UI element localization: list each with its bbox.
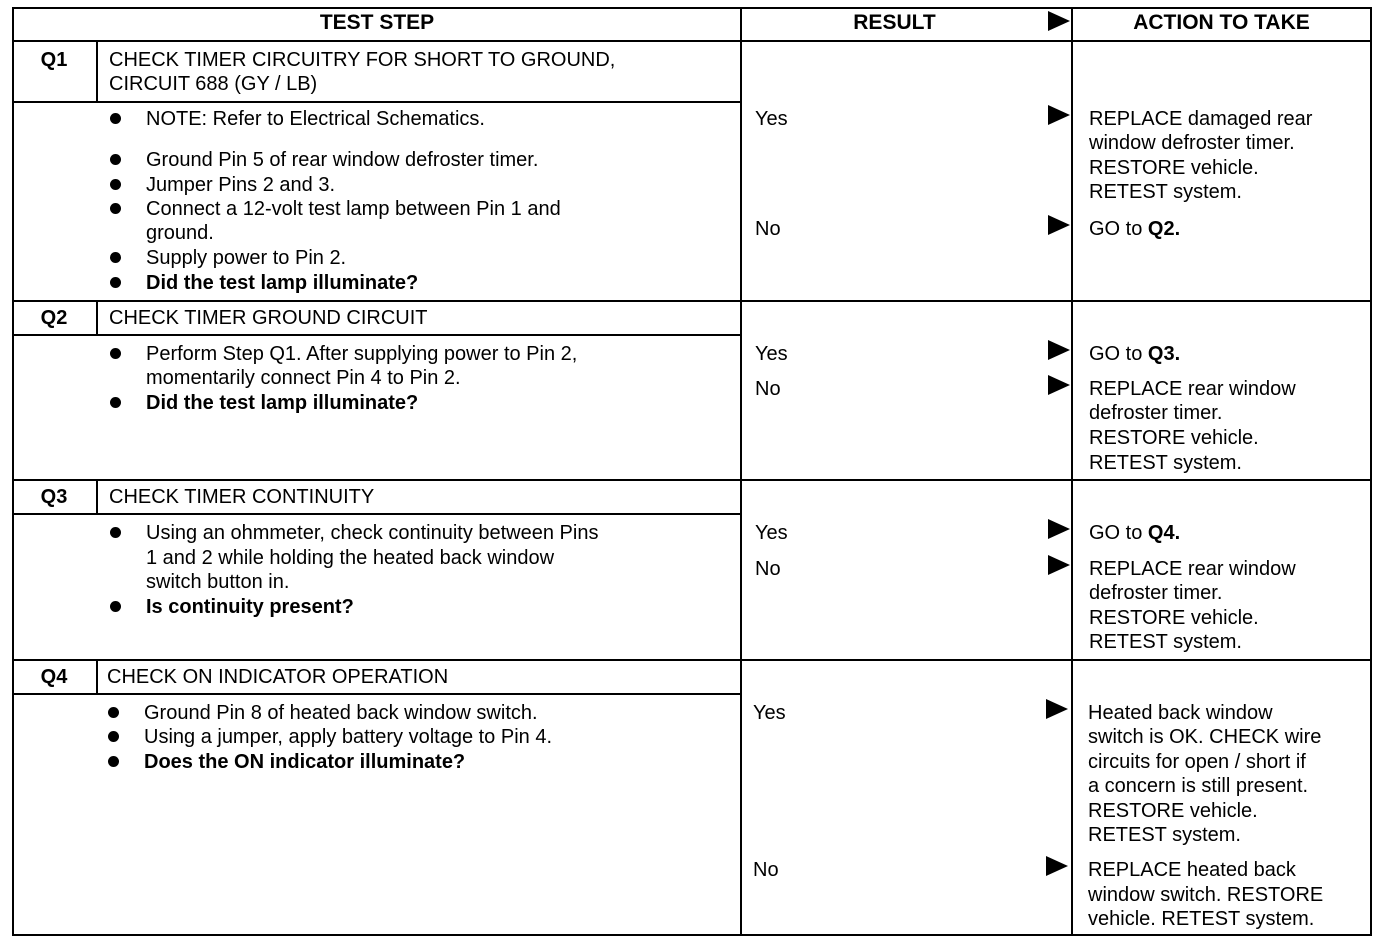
result-arrow-icon <box>1048 105 1070 125</box>
action-goto-prefix: GO to <box>1089 218 1148 240</box>
result-no: No <box>755 218 781 240</box>
id-divider-q1 <box>96 40 98 102</box>
row-divider-q3 <box>12 479 1372 481</box>
bullet-icon <box>110 348 121 359</box>
step-instruction: Supply power to Pin 2. <box>146 247 347 269</box>
step-question: Is continuity present? <box>146 596 354 618</box>
step-instruction: Perform Step Q1. After supplying power to Pin 2, <box>146 343 578 365</box>
action-line: defroster timer. <box>1089 582 1223 604</box>
id-divider-q4 <box>96 659 98 695</box>
action-line: RESTORE vehicle. <box>1089 607 1259 629</box>
bullet-icon <box>108 731 119 742</box>
step-instruction: Using an ohmmeter, check continuity between Pins <box>146 522 599 544</box>
header-action: ACTION TO TAKE <box>1133 11 1310 34</box>
header-result: RESULT <box>853 11 936 34</box>
action-line: REPLACE rear window <box>1089 378 1296 400</box>
step-question: Did the test lamp illuminate? <box>146 272 419 294</box>
header-arrow-icon <box>1048 11 1070 31</box>
action-line: REPLACE damaged rear <box>1089 108 1313 130</box>
step-instruction: Connect a 12-volt test lamp between Pin 1 and <box>146 198 561 220</box>
step-id: Q2 <box>40 307 68 329</box>
column-divider-step-result <box>740 7 742 936</box>
result-arrow-icon <box>1048 375 1070 395</box>
table-border-left <box>12 7 14 936</box>
row-divider-q4 <box>12 659 1372 661</box>
step-title-line: CHECK TIMER CIRCUITRY FOR SHORT TO GROUND, <box>109 49 616 71</box>
step-question: Did the test lamp illuminate? <box>146 392 419 414</box>
action-line: switch is OK. CHECK wire <box>1088 726 1322 748</box>
result-yes: Yes <box>753 702 786 724</box>
column-divider-result-action <box>1071 7 1073 936</box>
bullet-icon <box>110 601 121 612</box>
table-border-bottom <box>12 934 1372 936</box>
action-line: defroster timer. <box>1089 402 1223 424</box>
action-line: RESTORE vehicle. <box>1089 157 1259 179</box>
bullet-icon <box>110 527 121 538</box>
result-yes: Yes <box>755 343 788 365</box>
action-goto-target: Q2. <box>1147 218 1181 240</box>
action-line: RETEST system. <box>1089 631 1242 653</box>
bullet-icon <box>110 113 121 124</box>
step-id: Q4 <box>40 666 68 688</box>
header-test-step: TEST STEP <box>319 11 435 34</box>
step-instruction: NOTE: Refer to Electrical Schematics. <box>146 108 485 130</box>
step-instruction: Using a jumper, apply battery voltage to Pin 4. <box>144 726 553 748</box>
id-divider-q2 <box>96 300 98 336</box>
step-instruction: ground. <box>146 222 214 244</box>
step-instruction: switch button in. <box>146 571 290 593</box>
action-line: window switch. RESTORE <box>1088 884 1324 906</box>
step-instruction: Jumper Pins 2 and 3. <box>146 174 335 196</box>
action-line: RESTORE vehicle. <box>1089 427 1259 449</box>
step-instruction: Ground Pin 5 of rear window defroster timer. <box>146 149 539 171</box>
bullet-icon <box>108 707 119 718</box>
result-no: No <box>753 859 779 881</box>
table-border-top <box>12 7 1372 9</box>
title-underline-q3 <box>12 513 740 515</box>
result-arrow-icon <box>1048 519 1070 539</box>
row-divider-q2 <box>12 300 1372 302</box>
action-line: circuits for open / short if <box>1088 751 1306 773</box>
bullet-icon <box>110 154 121 165</box>
action-line: window defroster timer. <box>1089 132 1295 154</box>
title-underline-q1 <box>12 101 740 103</box>
action-goto-prefix: GO to <box>1089 522 1148 544</box>
action-line: vehicle. RETEST system. <box>1088 908 1315 930</box>
result-no: No <box>755 378 781 400</box>
action-line: Heated back window <box>1088 702 1273 724</box>
result-arrow-icon <box>1048 555 1070 575</box>
bullet-icon <box>110 397 121 408</box>
action-line: RETEST system. <box>1089 452 1242 474</box>
bullet-icon <box>110 252 121 263</box>
step-title-line: CIRCUIT 688 (GY / LB) <box>109 73 318 95</box>
id-divider-q3 <box>96 479 98 515</box>
step-id: Q3 <box>40 486 68 508</box>
step-instruction: momentarily connect Pin 4 to Pin 2. <box>146 367 461 389</box>
bullet-icon <box>110 277 121 288</box>
action-goto-target: Q3. <box>1147 343 1181 365</box>
action-line: REPLACE heated back <box>1088 859 1296 881</box>
action-goto-target: Q4. <box>1147 522 1181 544</box>
step-id: Q1 <box>40 49 68 71</box>
step-instruction: 1 and 2 while holding the heated back window <box>146 547 555 569</box>
result-arrow-icon <box>1048 340 1070 360</box>
step-question: Does the ON indicator illuminate? <box>144 751 466 773</box>
action-line: a concern is still present. <box>1088 775 1309 797</box>
result-arrow-icon <box>1048 215 1070 235</box>
result-no: No <box>755 558 781 580</box>
action-goto <box>1089 342 1180 367</box>
bullet-icon <box>110 203 121 214</box>
step-title-line: CHECK TIMER CONTINUITY <box>109 486 375 508</box>
bullet-icon <box>108 756 119 767</box>
step-instruction: Ground Pin 8 of heated back window switch. <box>144 702 538 724</box>
action-line: RESTORE vehicle. <box>1088 800 1258 822</box>
header-divider <box>12 40 1372 42</box>
action-line: RETEST system. <box>1089 181 1242 203</box>
action-line: REPLACE rear window <box>1089 558 1296 580</box>
result-yes: Yes <box>755 108 788 130</box>
result-yes: Yes <box>755 522 788 544</box>
action-goto <box>1089 521 1180 546</box>
step-title-line: CHECK ON INDICATOR OPERATION <box>107 666 449 688</box>
bullet-icon <box>110 179 121 190</box>
title-underline-q4 <box>12 693 740 695</box>
result-arrow-icon <box>1046 699 1068 719</box>
action-line: RETEST system. <box>1088 824 1241 846</box>
action-goto-prefix: GO to <box>1089 343 1148 365</box>
title-underline-q2 <box>12 334 740 336</box>
result-arrow-icon <box>1046 856 1068 876</box>
step-title-line: CHECK TIMER GROUND CIRCUIT <box>109 307 428 329</box>
action-goto <box>1089 217 1180 242</box>
table-border-right <box>1370 7 1372 936</box>
